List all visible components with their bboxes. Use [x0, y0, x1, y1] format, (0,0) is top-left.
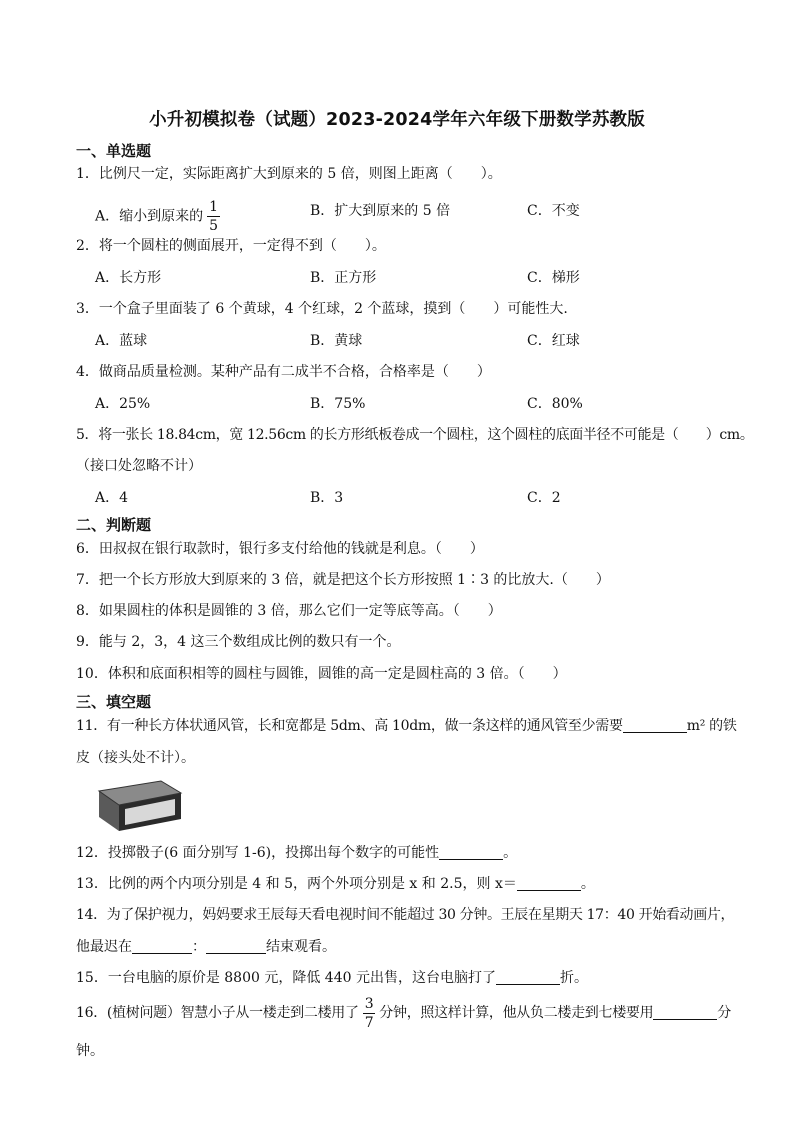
q5-option-c: C．2 — [527, 490, 561, 506]
q16-text: 16．(植树问题）智慧小子从一楼走到二楼用了 — [76, 1005, 359, 1021]
question-6: 6．田叔叔在银行取款时，银行多支付给他的钱就是利息。（ ） — [76, 541, 484, 557]
question-5: 5．将一张长 18.84cm，宽 12.56cm 的长方形纸板卷成一个圆柱，这个圆柱的底面半径不可能是（ ）cm。 — [76, 427, 754, 443]
fraction-numerator: 1 — [209, 199, 219, 215]
q14-colon: ： — [192, 939, 206, 955]
question-16 — [76, 994, 731, 1032]
section-heading-fill-blank: 三、填空题 — [76, 693, 152, 711]
q11-answer-blank[interactable] — [623, 718, 687, 733]
q11-text-after: m² 的铁 — [686, 718, 737, 734]
q14-text: 他最迟在 — [76, 939, 132, 955]
question-15 — [76, 968, 588, 988]
q15-answer-blank[interactable] — [496, 970, 560, 985]
q13-text-after: 。 — [580, 876, 595, 892]
q12-text: 12．投掷骰子(6 面分别写 1-6)，投掷出每个数字的可能性 — [76, 845, 440, 861]
q14-text-after: 结束观看。 — [266, 939, 336, 955]
q14-hour-blank[interactable] — [132, 939, 192, 954]
q4-option-c: C．80% — [527, 396, 583, 412]
page-title: 小升初模拟卷（试题）2023-2024学年六年级下册数学苏教版 — [149, 110, 645, 130]
q12-answer-blank[interactable] — [439, 845, 503, 860]
q15-text-after: 折。 — [559, 970, 588, 986]
q4-option-a: A．25% — [95, 396, 151, 412]
q5-option-b: B．3 — [310, 490, 344, 506]
question-5-note: （接口处忽略不计） — [76, 458, 202, 474]
q3-option-c: C．红球 — [527, 333, 580, 349]
q16-answer-blank[interactable] — [653, 1005, 717, 1020]
section-heading-single-choice: 一、单选题 — [76, 142, 152, 160]
question-13 — [76, 874, 595, 894]
q5-option-a: A．4 — [95, 490, 129, 506]
q12-text-after: 。 — [503, 845, 518, 861]
q14-minute-blank[interactable] — [206, 939, 266, 954]
q1-option-b: B．扩大到原来的 5 倍 — [310, 203, 451, 219]
q13-answer-blank[interactable] — [517, 876, 581, 891]
fraction-denominator: 7 — [364, 1014, 374, 1031]
q13-text: 13．比例的两个内项分别是 4 和 5，两个外项分别是 x 和 2.5，则 x＝ — [76, 876, 517, 892]
q16-text-mid: 分钟，照这样计算，他从负二楼走到七楼要用 — [379, 1005, 654, 1021]
fraction-numerator: 3 — [364, 995, 374, 1012]
q15-text: 15．一台电脑的原价是 8800 元，降低 440 元出售，这台电脑打了 — [76, 970, 496, 986]
fraction-denominator: 5 — [209, 218, 219, 234]
question-4: 4．做商品质量检测。某种产品有二成半不合格，合格率是（ ） — [76, 364, 491, 380]
question-14: 14．为了保护视力，妈妈要求王辰每天看电视时间不能超过 30 分钟。王辰在星期天 17：40 开始看动画片， — [76, 907, 735, 923]
q1-option-c: C．不变 — [527, 203, 580, 219]
q2-option-c: C．梯形 — [527, 270, 580, 286]
q1-option-a-text: A．缩小到原来的 — [95, 208, 204, 225]
q1-option-a — [95, 200, 224, 233]
ventilation-duct-image — [95, 779, 185, 833]
q2-option-a: A．长方形 — [95, 270, 162, 286]
question-10: 10．体积和底面积相等的圆柱与圆锥，圆锥的高一定是圆柱高的 3 倍。（ ） — [76, 666, 567, 682]
question-11 — [76, 716, 737, 736]
question-8: 8．如果圆柱的体积是圆锥的 3 倍，那么它们一定等底等高。（ ） — [76, 603, 502, 619]
section-heading-true-false: 二、判断题 — [76, 516, 152, 534]
q3-option-b: B．黄球 — [310, 333, 363, 349]
q16-text-after: 分 — [717, 1005, 731, 1021]
question-14-line2 — [76, 937, 336, 957]
q2-option-b: B．正方形 — [310, 270, 377, 286]
question-11-line2: 皮（接头处不计）。 — [76, 750, 195, 766]
question-3: 3．一个盒子里面装了 6 个黄球，4 个红球，2 个蓝球，摸到（ ）可能性大. — [76, 301, 568, 317]
question-12 — [76, 843, 517, 863]
question-9: 9．能与 2，3，4 这三个数组成比例的数只有一个。 — [76, 634, 401, 650]
q4-option-b: B．75% — [310, 396, 366, 412]
question-1: 1．比例尺一定，实际距离扩大到原来的 5 倍，则图上距离（ ）。 — [76, 166, 502, 182]
q1-option-a-fraction — [207, 200, 220, 233]
question-16-line2: 钟。 — [76, 1043, 104, 1059]
q11-text: 11．有一种长方体状通风管，长和宽都是 5dm、高 10dm，做一条这样的通风管至少需要 — [76, 718, 623, 734]
question-7: 7．把一个长方形放大到原来的 3 倍，就是把这个长方形按照 1∶3 的比放大.（ ） — [76, 572, 610, 588]
q3-option-a: A．蓝球 — [95, 333, 148, 349]
question-2: 2．将一个圆柱的侧面展开，一定得不到（ ）。 — [76, 238, 386, 254]
q16-fraction — [363, 997, 376, 1030]
